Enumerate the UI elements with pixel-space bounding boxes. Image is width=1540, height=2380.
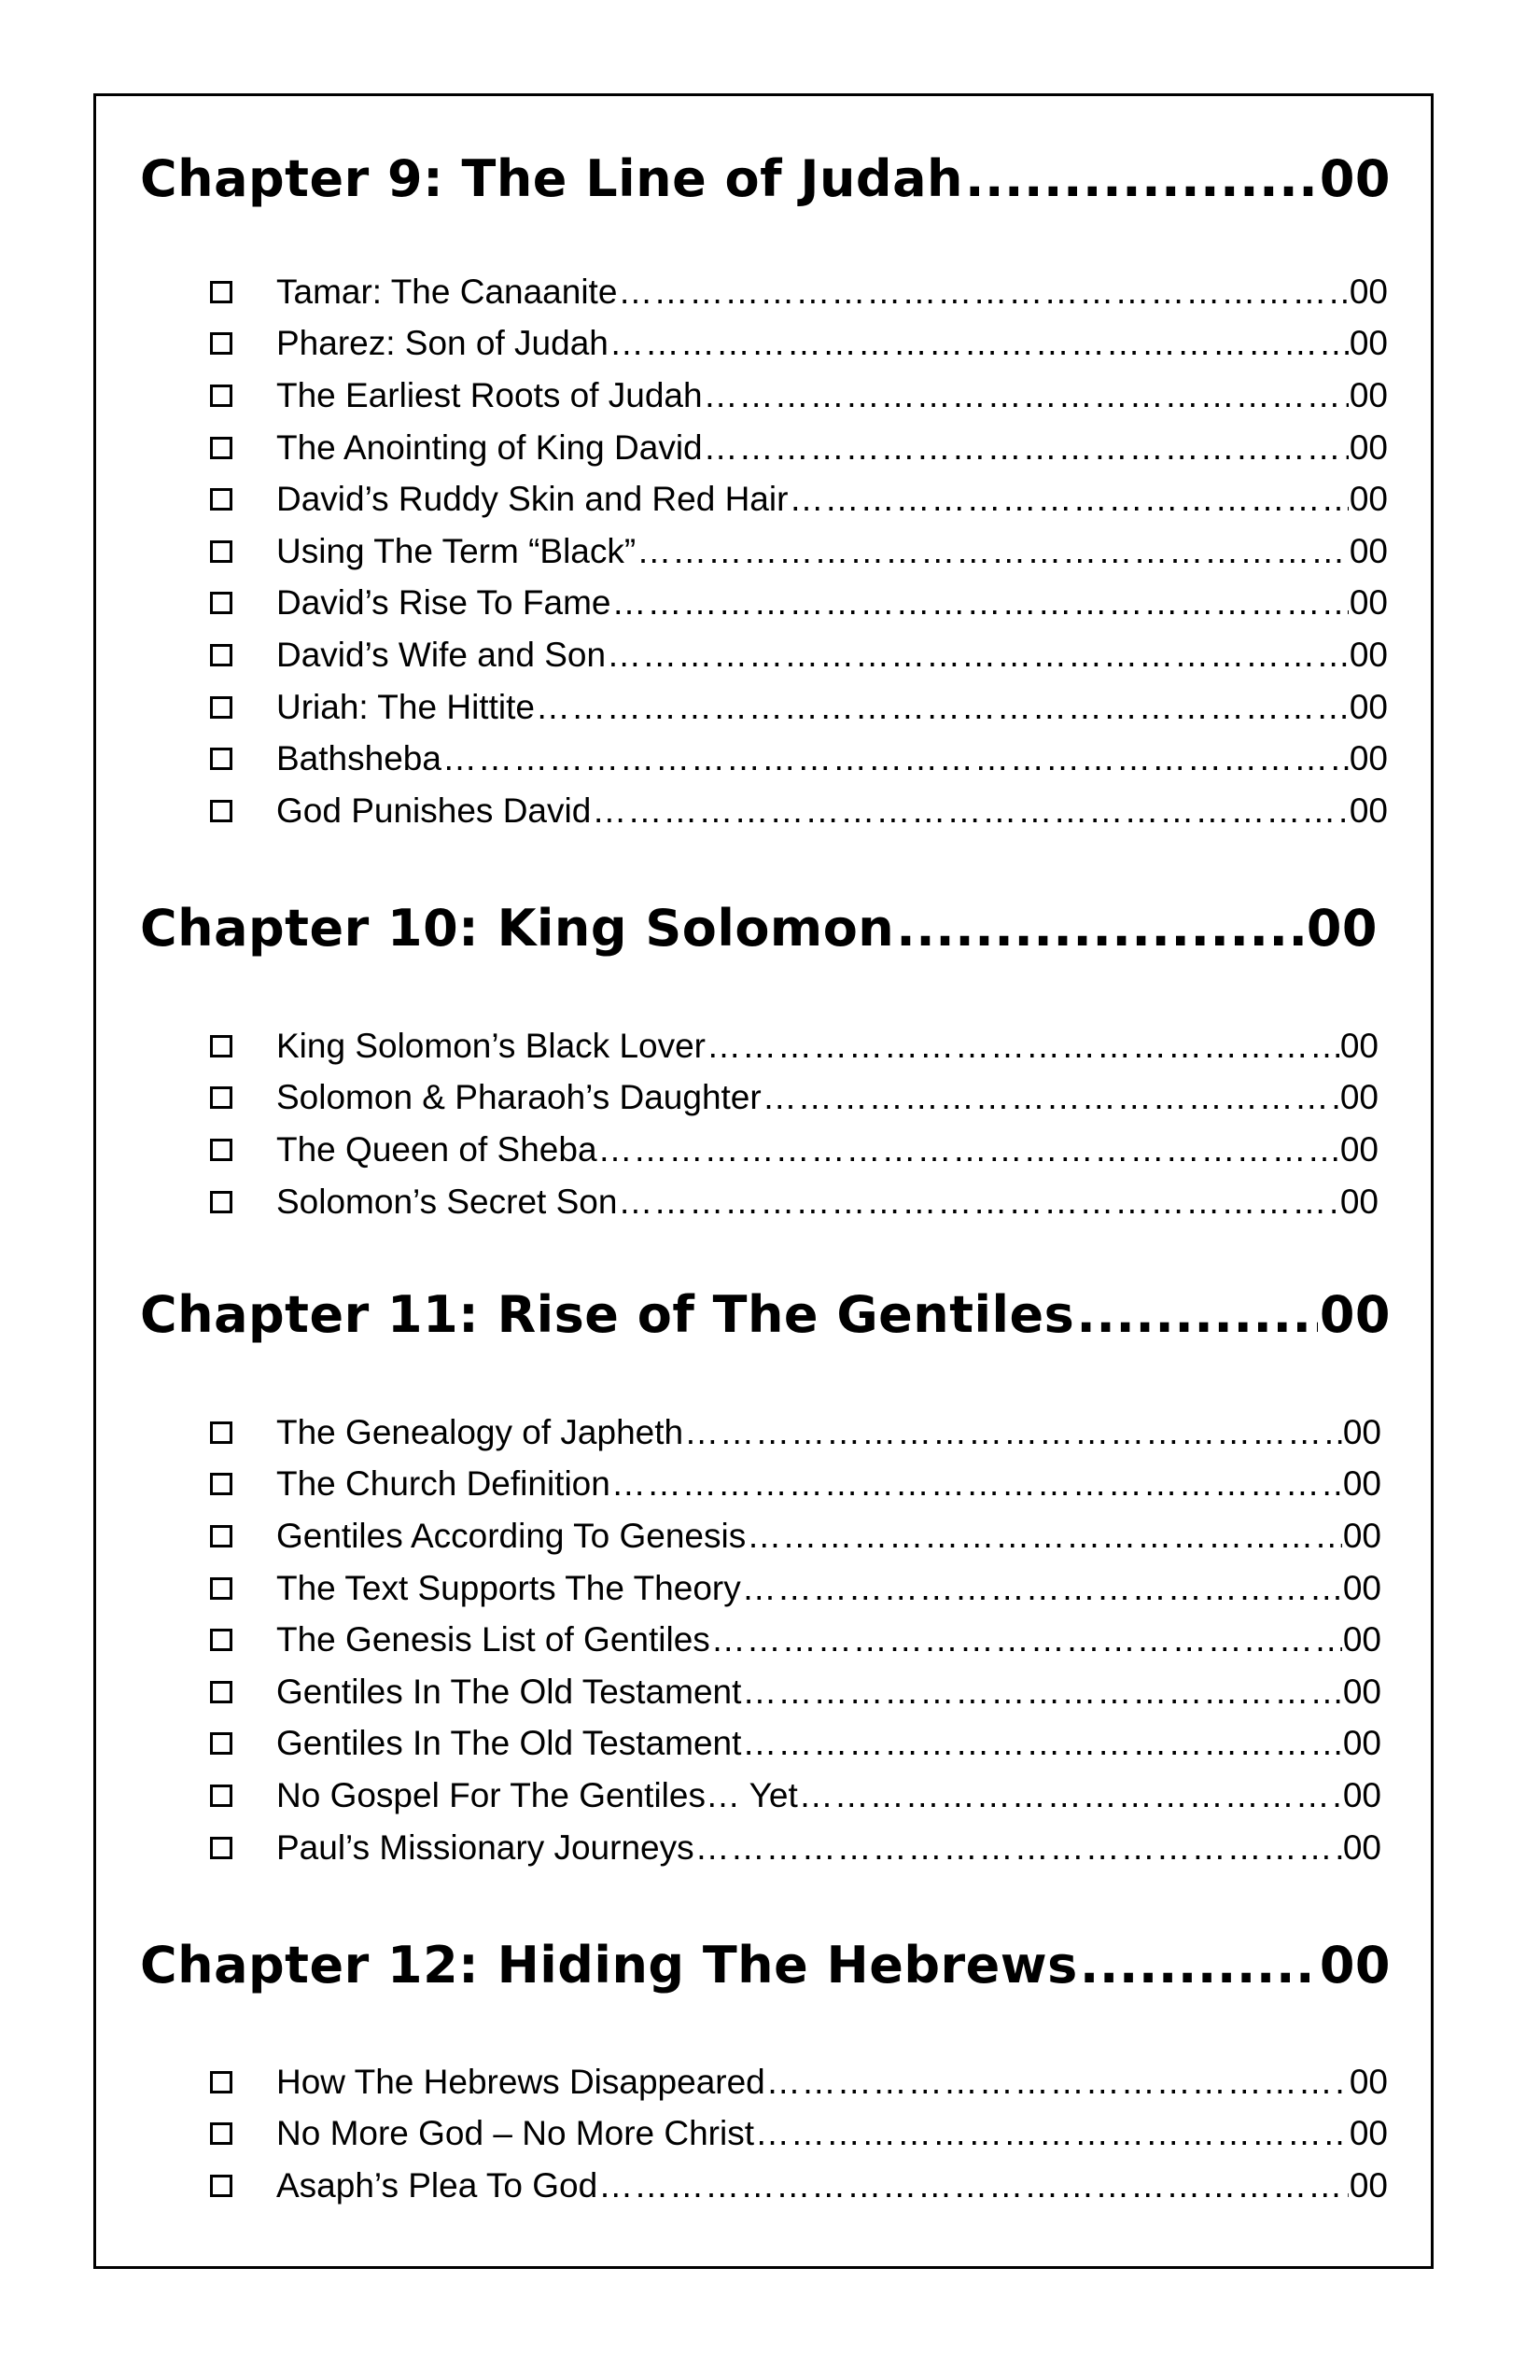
entry-page-number: 00: [1349, 2165, 1388, 2205]
dot-leader: [598, 2166, 1349, 2205]
dot-leader: [598, 1130, 1339, 1169]
checkbox-icon[interactable]: [210, 800, 232, 822]
dot-leader: [704, 376, 1349, 415]
list-item: [210, 1459, 1381, 1511]
entry-page-number: 00: [1342, 1672, 1381, 1711]
chapter-10-entries: [210, 1020, 1379, 1227]
chapter-title-row: [140, 1285, 1391, 1345]
list-item: [210, 266, 1388, 318]
checkbox-icon[interactable]: [210, 437, 232, 459]
chapter-10-heading: [140, 899, 1378, 959]
entry-title: Gentiles According To Genesis: [276, 1516, 747, 1555]
entry-page-number: 00: [1349, 739, 1388, 778]
entry-title: Bathsheba: [276, 739, 441, 778]
dot-leader: [612, 583, 1349, 623]
dot-leader: [763, 1078, 1339, 1117]
checkbox-icon[interactable]: [210, 1035, 232, 1057]
entry-page-number: 00: [1349, 687, 1388, 726]
entry-page-number: 00: [1339, 1078, 1379, 1117]
list-item: [210, 1718, 1381, 1771]
entry-title: Gentiles In The Old Testament: [276, 1672, 742, 1711]
dot-leader: [711, 1620, 1342, 1659]
list-item: [210, 370, 1388, 422]
list-item: [210, 785, 1388, 837]
list-item: [210, 1562, 1381, 1615]
entry-title: God Punishes David: [276, 791, 592, 830]
checkbox-icon[interactable]: [210, 1629, 232, 1651]
dot-leader: [607, 636, 1349, 675]
checkbox-icon[interactable]: [210, 2175, 232, 2197]
entry-page-number: 00: [1342, 1775, 1381, 1814]
list-item: [210, 1176, 1379, 1228]
dot-leader: [609, 324, 1349, 363]
entry-page-number: 00: [1349, 531, 1388, 570]
list-item: [210, 1124, 1379, 1176]
dot-leader: [896, 899, 1305, 959]
checkbox-icon[interactable]: [210, 2071, 232, 2093]
checkbox-icon[interactable]: [210, 1785, 232, 1807]
entry-page-number: 00: [1349, 583, 1388, 623]
checkbox-icon[interactable]: [210, 1732, 232, 1755]
entry-page-number: 00: [1342, 1827, 1381, 1867]
checkbox-icon[interactable]: [210, 1473, 232, 1495]
list-item: [210, 1614, 1381, 1666]
list-item: [210, 318, 1388, 371]
list-item: [210, 2108, 1388, 2161]
list-item: [210, 525, 1388, 578]
entry-page-number: 00: [1342, 1620, 1381, 1659]
entry-title: David’s Rise To Fame: [276, 583, 611, 623]
checkbox-icon[interactable]: [210, 488, 232, 511]
list-item: [210, 1020, 1379, 1072]
entry-page-number: 00: [1349, 635, 1388, 674]
entry-title: The Text Supports The Theory: [276, 1568, 741, 1607]
chapter-12-entries: [210, 2056, 1388, 2212]
chapter-title: Chapter 9: The Line of Judah: [140, 149, 963, 208]
chapter-page-number: 00: [1319, 1285, 1391, 1344]
entry-title: Tamar: The Canaanite: [276, 272, 618, 311]
chapter-title: Chapter 11: Rise of The Gentiles: [140, 1285, 1075, 1344]
dot-leader: [742, 1724, 1341, 1763]
chapter-page-number: 00: [1306, 899, 1378, 958]
list-item: [210, 1770, 1381, 1822]
entry-page-number: 00: [1342, 1568, 1381, 1607]
entry-title: Solomon’s Secret Son: [276, 1182, 618, 1221]
checkbox-icon[interactable]: [210, 281, 232, 303]
chapter-title-row: [140, 149, 1391, 209]
checkbox-icon[interactable]: [210, 1421, 232, 1444]
checkbox-icon[interactable]: [210, 592, 232, 614]
checkbox-icon[interactable]: [210, 1681, 232, 1703]
entry-title: Paul’s Missionary Journeys: [276, 1827, 694, 1867]
entry-title: The Queen of Sheba: [276, 1129, 597, 1169]
entry-title: Pharez: Son of Judah: [276, 324, 609, 363]
dot-leader: [637, 532, 1349, 571]
list-item: [210, 1407, 1381, 1459]
entry-page-number: 00: [1349, 272, 1388, 311]
checkbox-icon[interactable]: [210, 696, 232, 719]
dot-leader: [766, 2063, 1349, 2102]
chapter-title-row: [140, 1936, 1391, 1995]
entry-title: Using The Term “Black”: [276, 531, 637, 570]
dot-leader: [536, 688, 1349, 727]
checkbox-icon[interactable]: [210, 332, 232, 355]
entry-page-number: 00: [1342, 1724, 1381, 1763]
dot-leader: [695, 1828, 1342, 1868]
list-item: [210, 1510, 1381, 1562]
checkbox-icon[interactable]: [210, 748, 232, 770]
chapter-title-row: [140, 899, 1378, 959]
chapter-title: Chapter 12: Hiding The Hebrews: [140, 1936, 1078, 1995]
chapter-12-heading: [140, 1936, 1391, 1995]
entry-page-number: 00: [1342, 1412, 1381, 1451]
chapter-11-entries: [210, 1407, 1381, 1873]
checkbox-icon[interactable]: [210, 644, 232, 666]
list-item: [210, 2056, 1388, 2108]
entry-page-number: 00: [1349, 2114, 1388, 2153]
dot-leader: [755, 2114, 1349, 2153]
entry-page-number: 00: [1342, 1464, 1381, 1504]
entry-page-number: 00: [1349, 375, 1388, 414]
list-item: [210, 473, 1388, 525]
entry-page-number: 00: [1349, 2062, 1388, 2101]
checkbox-icon[interactable]: [210, 385, 232, 407]
list-item: [210, 1822, 1381, 1874]
chapter-11-heading: [140, 1285, 1391, 1345]
checkbox-icon[interactable]: [210, 1086, 232, 1109]
chapter-9-entries: [210, 266, 1388, 837]
entry-title: David’s Wife and Son: [276, 635, 607, 674]
checkbox-icon[interactable]: [210, 1525, 232, 1547]
entry-title: Gentiles In The Old Testament: [276, 1724, 742, 1763]
list-item: [210, 1072, 1379, 1125]
dot-leader: [704, 428, 1349, 468]
checkbox-icon[interactable]: [210, 1191, 232, 1213]
checkbox-icon[interactable]: [210, 1577, 232, 1600]
chapter-title: Chapter 10: King Solomon: [140, 899, 895, 958]
list-item: [210, 733, 1388, 785]
entry-page-number: 00: [1349, 324, 1388, 363]
entry-title: Solomon & Pharaoh’s Daughter: [276, 1078, 762, 1117]
dot-leader: [1080, 1936, 1318, 1995]
entry-title: Uriah: The Hittite: [276, 687, 535, 726]
dot-leader: [592, 791, 1349, 831]
checkbox-icon[interactable]: [210, 2122, 232, 2145]
dot-leader: [707, 1027, 1339, 1066]
dot-leader: [742, 1569, 1342, 1608]
entry-title: King Solomon’s Black Lover: [276, 1026, 707, 1065]
checkbox-icon[interactable]: [210, 1837, 232, 1859]
entry-title: The Genesis List of Gentiles: [276, 1620, 710, 1659]
checkbox-icon[interactable]: [210, 1139, 232, 1161]
entry-page-number: 00: [1349, 480, 1388, 519]
entry-page-number: 00: [1339, 1182, 1379, 1221]
entry-title: The Church Definition: [276, 1464, 610, 1504]
chapter-9-heading: [140, 149, 1391, 209]
entry-title: No More God – No More Christ: [276, 2114, 755, 2153]
dot-leader: [799, 1776, 1342, 1815]
dot-leader: [442, 739, 1349, 778]
entry-page-number: 00: [1349, 427, 1388, 467]
chapter-page-number: 00: [1319, 1936, 1391, 1995]
list-item: [210, 2160, 1388, 2212]
entry-title: Asaph’s Plea To God: [276, 2165, 598, 2205]
entry-title: The Anointing of King David: [276, 427, 703, 467]
entry-title: How The Hebrews Disappeared: [276, 2062, 765, 2101]
dot-leader: [618, 273, 1348, 312]
list-item: [210, 629, 1388, 681]
dot-leader: [684, 1413, 1342, 1452]
list-item: [210, 422, 1388, 474]
dot-leader: [965, 149, 1318, 209]
list-item: [210, 681, 1388, 734]
entry-title: The Earliest Roots of Judah: [276, 375, 703, 414]
list-item: [210, 1666, 1381, 1718]
entry-page-number: 00: [1342, 1516, 1381, 1555]
dot-leader: [747, 1517, 1342, 1556]
dot-leader: [611, 1464, 1342, 1504]
chapter-page-number: 00: [1319, 149, 1391, 208]
entry-page-number: 00: [1339, 1026, 1379, 1065]
dot-leader: [618, 1183, 1338, 1222]
entry-title: No Gospel For The Gentiles… Yet: [276, 1775, 798, 1814]
entry-page-number: 00: [1349, 791, 1388, 830]
dot-leader: [742, 1673, 1341, 1712]
list-item: [210, 578, 1388, 630]
checkbox-icon[interactable]: [210, 540, 232, 563]
entry-title: David’s Ruddy Skin and Red Hair: [276, 480, 789, 519]
entry-title: The Genealogy of Japheth: [276, 1412, 684, 1451]
dot-leader: [1076, 1285, 1318, 1345]
dot-leader: [789, 480, 1348, 519]
entry-page-number: 00: [1339, 1129, 1379, 1169]
